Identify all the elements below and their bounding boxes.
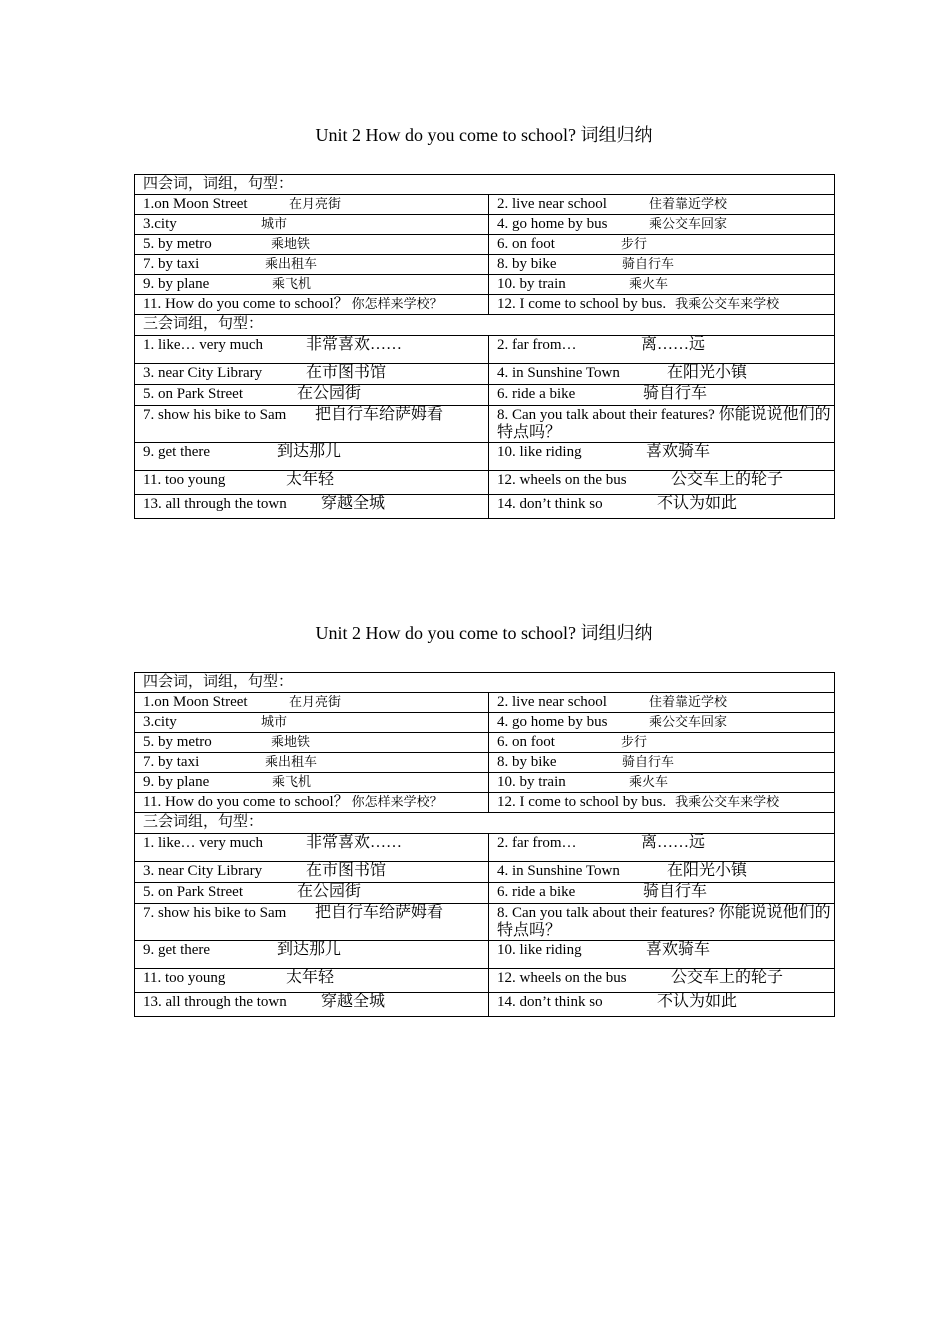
- chinese-term: 离……远: [641, 834, 706, 851]
- chinese-term: 骑自行车: [622, 754, 675, 769]
- table-cell: [135, 713, 489, 733]
- table-cell: [489, 406, 835, 443]
- table-cell: [489, 753, 835, 773]
- chinese-term: 乘火车: [629, 774, 669, 789]
- table-cell: [135, 969, 489, 993]
- english-term: 3. near City Library: [143, 365, 263, 381]
- english-term: 1. like… very much: [143, 337, 263, 353]
- table-cell: [489, 336, 835, 364]
- chinese-term: 非常喜欢……: [306, 336, 403, 353]
- english-term: 14. don’t think so: [497, 496, 603, 512]
- chinese-term: 穿越全城: [321, 993, 386, 1010]
- table-cell: [135, 862, 489, 883]
- english-term: 2. far from…: [497, 337, 577, 353]
- chinese-term: 喜欢骑车: [646, 941, 711, 958]
- table-cell: [489, 471, 835, 495]
- chinese-term: 乘出租车: [265, 754, 318, 769]
- chinese-term: 在月亮街: [289, 694, 342, 709]
- table-cell: [489, 713, 835, 733]
- chinese-term: 在阳光小镇: [667, 862, 748, 879]
- table-row: [135, 862, 835, 883]
- english-term: 2. live near school: [497, 694, 607, 710]
- table-cell: [135, 733, 489, 753]
- english-term: 12. I come to school by bus.: [497, 794, 667, 810]
- three-skills-header: 三会词组，句型：: [135, 813, 835, 834]
- table-row: [135, 175, 835, 195]
- table-cell: [489, 941, 835, 969]
- table-cell: [135, 364, 489, 385]
- table-cell: [135, 295, 489, 315]
- chinese-term: 乘地铁: [271, 734, 311, 749]
- table-cell: [135, 693, 489, 713]
- english-term: 7. by taxi: [143, 256, 200, 272]
- table-row: [135, 255, 835, 275]
- table-cell: [489, 693, 835, 713]
- chinese-term: 在公园街: [297, 883, 362, 900]
- english-term: 3. near City Library: [143, 863, 263, 879]
- table-cell: [489, 364, 835, 385]
- table-row: [135, 813, 835, 834]
- english-term: 6. on foot: [497, 236, 555, 252]
- english-term: 8. by bike: [497, 256, 557, 272]
- english-term: 13. all through the town: [143, 496, 287, 512]
- english-term: 3.city: [143, 714, 177, 730]
- table-cell: [135, 215, 489, 235]
- table-row: [135, 834, 835, 862]
- english-term: 2. far from…: [497, 835, 577, 851]
- english-term: 11. How do you come to school？: [143, 794, 349, 810]
- chinese-term: 骑自行车: [643, 883, 708, 900]
- english-term: 6. ride a bike: [497, 386, 576, 402]
- table-cell: [489, 495, 835, 519]
- english-term: 11. How do you come to school？: [143, 296, 349, 312]
- chinese-term: 步行: [621, 236, 648, 251]
- chinese-term: 乘出租车: [265, 256, 318, 271]
- table-row: [135, 195, 835, 215]
- english-term: 11. too young: [143, 970, 226, 986]
- english-term: 5. by metro: [143, 236, 212, 252]
- table-cell: [489, 793, 835, 813]
- table-cell: [135, 904, 489, 941]
- table-cell: [135, 753, 489, 773]
- table-cell: [489, 883, 835, 904]
- chinese-term: 乘飞机: [272, 774, 312, 789]
- chinese-term: 住着靠近学校: [649, 196, 728, 211]
- english-term: 13. all through the town: [143, 994, 287, 1010]
- table-cell: [135, 336, 489, 364]
- english-term: 10. by train: [497, 276, 566, 292]
- table-cell: [135, 773, 489, 793]
- english-term: 7. show his bike to Sam: [143, 905, 287, 921]
- english-term: 3.city: [143, 216, 177, 232]
- chinese-term: 骑自行车: [643, 385, 708, 402]
- chinese-term: 骑自行车: [622, 256, 675, 271]
- chinese-term: 把自行车给萨姆看: [315, 406, 444, 423]
- chinese-term: 在公园街: [297, 385, 362, 402]
- english-term: 4. in Sunshine Town: [497, 863, 620, 879]
- table-cell: [489, 255, 835, 275]
- english-term: 6. on foot: [497, 734, 555, 750]
- table-row: [135, 693, 835, 713]
- table-cell: [489, 215, 835, 235]
- english-term: 5. by metro: [143, 734, 212, 750]
- english-term: 8. Can you talk about their features?: [497, 905, 715, 921]
- chinese-term: 到达那儿: [277, 941, 342, 958]
- table-cell: [489, 733, 835, 753]
- table-cell: [135, 834, 489, 862]
- english-term: 1.on Moon Street: [143, 196, 248, 212]
- table-cell: [135, 235, 489, 255]
- chinese-term: 在市图书馆: [306, 862, 387, 879]
- table-row: [135, 673, 835, 693]
- table-row: [135, 406, 835, 443]
- table-cell: [489, 195, 835, 215]
- chinese-term: 城市: [261, 216, 288, 231]
- chinese-term: 到达那儿: [277, 443, 342, 460]
- chinese-term: 离……远: [641, 336, 706, 353]
- table-row: [135, 773, 835, 793]
- english-term: 11. too young: [143, 472, 226, 488]
- chinese-term: 在阳光小镇: [667, 364, 748, 381]
- english-term: 4. go home by bus: [497, 714, 608, 730]
- chinese-term: 太年轻: [286, 471, 335, 488]
- english-term: 1. like… very much: [143, 835, 263, 851]
- table-cell: [135, 406, 489, 443]
- chinese-term: 非常喜欢……: [306, 834, 403, 851]
- english-term: 5. on Park Street: [143, 386, 243, 402]
- english-term: 7. show his bike to Sam: [143, 407, 287, 423]
- table-row: [135, 969, 835, 993]
- table-cell: [489, 904, 835, 941]
- table-row: [135, 713, 835, 733]
- chinese-term: 把自行车给萨姆看: [315, 904, 444, 921]
- three-skills-header: 三会词组，句型：: [135, 315, 835, 336]
- english-term: 14. don’t think so: [497, 994, 603, 1010]
- page-title: Unit 2 How do you come to school? 词组归纳: [315, 125, 653, 145]
- english-term: 9. get there: [143, 444, 211, 460]
- chinese-term: 乘公交车回家: [649, 216, 728, 231]
- chinese-term: 不认为如此: [657, 993, 738, 1010]
- table-row: [135, 471, 835, 495]
- english-term: 9. by plane: [143, 774, 210, 790]
- table-row: [135, 733, 835, 753]
- english-term: 10. by train: [497, 774, 566, 790]
- four-skills-header: 四会词，词组，句型：: [135, 175, 835, 195]
- chinese-term: 乘火车: [629, 276, 669, 291]
- table-row: [135, 235, 835, 255]
- table-cell: [135, 471, 489, 495]
- table-cell: [135, 385, 489, 406]
- chinese-term: 公交车上的轮子: [671, 969, 784, 986]
- chinese-term: 不认为如此: [657, 495, 738, 512]
- english-term: 9. by plane: [143, 276, 210, 292]
- english-term: 10. like riding: [497, 942, 582, 958]
- english-term: 4. go home by bus: [497, 216, 608, 232]
- chinese-term: 乘公交车回家: [649, 714, 728, 729]
- table-cell: [489, 834, 835, 862]
- table-cell: [489, 235, 835, 255]
- english-term: 12. wheels on the bus: [497, 970, 627, 986]
- english-term: 7. by taxi: [143, 754, 200, 770]
- chinese-term: 太年轻: [286, 969, 335, 986]
- chinese-term: 喜欢骑车: [646, 443, 711, 460]
- table-row: [135, 904, 835, 941]
- chinese-term: 乘地铁: [271, 236, 311, 251]
- table-cell: [489, 295, 835, 315]
- table-row: [135, 315, 835, 336]
- chinese-term: 住着靠近学校: [649, 694, 728, 709]
- table-cell: [135, 793, 489, 813]
- table-cell: [489, 443, 835, 471]
- table-cell: [135, 255, 489, 275]
- chinese-term: 穿越全城: [321, 495, 386, 512]
- table-row: [135, 275, 835, 295]
- table-cell: [135, 883, 489, 904]
- english-term: 1.on Moon Street: [143, 694, 248, 710]
- table-cell: [135, 495, 489, 519]
- english-term: 8. by bike: [497, 754, 557, 770]
- table-cell: [489, 385, 835, 406]
- english-term: 8. Can you talk about their features?: [497, 407, 715, 423]
- table-row: [135, 385, 835, 406]
- table-cell: [489, 969, 835, 993]
- table-cell: [489, 773, 835, 793]
- chinese-term: 你能说说他们的特点吗？: [497, 904, 831, 939]
- four-skills-header: 四会词，词组，句型：: [135, 673, 835, 693]
- table-cell: [135, 941, 489, 969]
- chinese-term: 你能说说他们的特点吗？: [497, 406, 831, 441]
- english-term: 12. I come to school by bus.: [497, 296, 667, 312]
- chinese-term: 公交车上的轮子: [671, 471, 784, 488]
- chinese-term: 我乘公交车来学校: [675, 794, 780, 809]
- table-row: [135, 295, 835, 315]
- table-cell: [489, 993, 835, 1017]
- chinese-term: 你怎样来学校？: [351, 296, 443, 311]
- table-cell: [135, 195, 489, 215]
- table-cell: [489, 275, 835, 295]
- english-term: 4. in Sunshine Town: [497, 365, 620, 381]
- english-term: 5. on Park Street: [143, 884, 243, 900]
- table-cell: [135, 275, 489, 295]
- table-row: [135, 941, 835, 969]
- table-row: [135, 753, 835, 773]
- page-title: Unit 2 How do you come to school? 词组归纳: [315, 623, 653, 643]
- vocab-table: [134, 672, 835, 1017]
- table-row: [135, 993, 835, 1017]
- chinese-term: 我乘公交车来学校: [675, 296, 780, 311]
- english-term: 10. like riding: [497, 444, 582, 460]
- chinese-term: 在市图书馆: [306, 364, 387, 381]
- table-row: [135, 336, 835, 364]
- chinese-term: 乘飞机: [272, 276, 312, 291]
- table-cell: [135, 993, 489, 1017]
- english-term: 6. ride a bike: [497, 884, 576, 900]
- table-cell: [489, 862, 835, 883]
- table-cell: [135, 443, 489, 471]
- table-row: [135, 215, 835, 235]
- chinese-term: 在月亮街: [289, 196, 342, 211]
- table-row: [135, 883, 835, 904]
- english-term: 2. live near school: [497, 196, 607, 212]
- chinese-term: 步行: [621, 734, 648, 749]
- vocab-table: [134, 174, 835, 519]
- english-term: 9. get there: [143, 942, 211, 958]
- english-term: 12. wheels on the bus: [497, 472, 627, 488]
- table-row: [135, 364, 835, 385]
- chinese-term: 你怎样来学校？: [351, 794, 443, 809]
- table-row: [135, 793, 835, 813]
- chinese-term: 城市: [261, 714, 288, 729]
- table-row: [135, 443, 835, 471]
- table-row: [135, 495, 835, 519]
